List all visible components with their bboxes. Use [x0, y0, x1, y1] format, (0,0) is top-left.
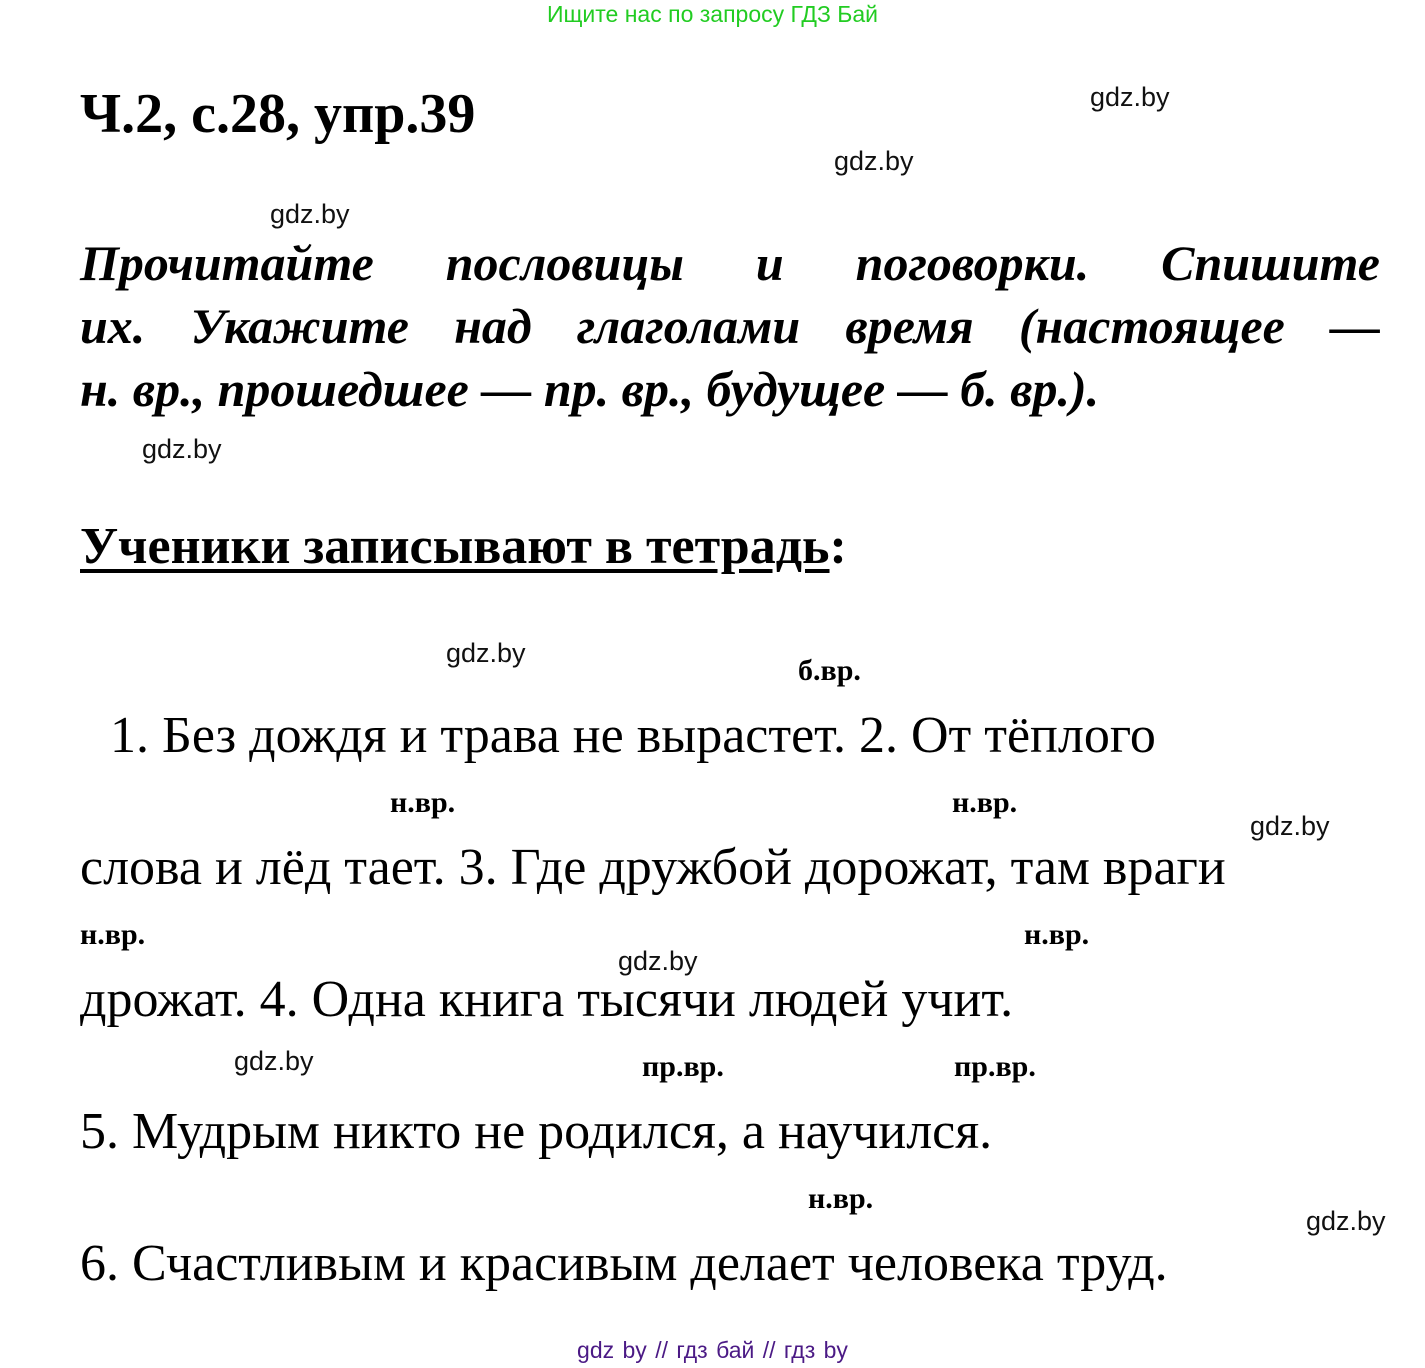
instruction-line: н. вр., прошедшее — пр. вр., будущее — б. вр.).	[80, 361, 1100, 417]
tense-mark: пр.вр.	[954, 1050, 1036, 1083]
instruction-line: Прочитайте пословицы и поговорки. Спишите	[80, 235, 1380, 291]
instruction-line: их. Укажите над глаголами время (настоящее —	[80, 298, 1380, 354]
proverb-line: 5. Мудрым никто не родился, а научился.	[80, 1103, 993, 1160]
watermark: gdz.by	[1250, 811, 1330, 841]
tense-mark: н.вр.	[808, 1182, 874, 1215]
exercise-instruction	[80, 232, 1380, 421]
tense-mark: н.вр.	[1024, 918, 1090, 951]
watermark: gdz.by	[1306, 1206, 1386, 1236]
watermark: gdz.by	[234, 1046, 314, 1076]
tense-mark: б.вр.	[798, 654, 861, 687]
watermark: gdz.by	[142, 434, 222, 464]
proverb-line: слова и лёд тает. 3. Где дружбой дорожат, там враги	[80, 839, 1226, 896]
watermark: gdz.by	[618, 946, 698, 976]
section-heading	[80, 516, 847, 578]
footer-watermark: gdz by // гдз бай // гдз by	[577, 1337, 848, 1363]
top-banner: Ищите нас по запросу ГДЗ Бай	[546, 1, 879, 27]
tense-mark: н.вр.	[952, 786, 1018, 819]
proverb-line: дрожат. 4. Одна книга тысячи людей учит.	[80, 971, 1014, 1028]
tense-mark: н.вр.	[80, 918, 146, 951]
tense-mark: н.вр.	[390, 786, 456, 819]
proverb-line: 6. Счастливым и красивым делает человека труд.	[80, 1235, 1168, 1292]
section-heading-text: Ученики записывают в тетрадь	[80, 518, 830, 575]
watermark: gdz.by	[446, 638, 526, 668]
watermark: gdz.by	[1090, 82, 1170, 112]
watermark: gdz.by	[834, 146, 914, 176]
watermark: gdz.by	[270, 199, 350, 229]
page-title: Ч.2, с.28, упр.39	[80, 83, 476, 145]
section-heading-colon: :	[829, 518, 847, 575]
tense-mark: пр.вр.	[642, 1050, 724, 1083]
proverb-line: 1. Без дождя и трава не вырастет. 2. От тёплого	[110, 707, 1156, 764]
